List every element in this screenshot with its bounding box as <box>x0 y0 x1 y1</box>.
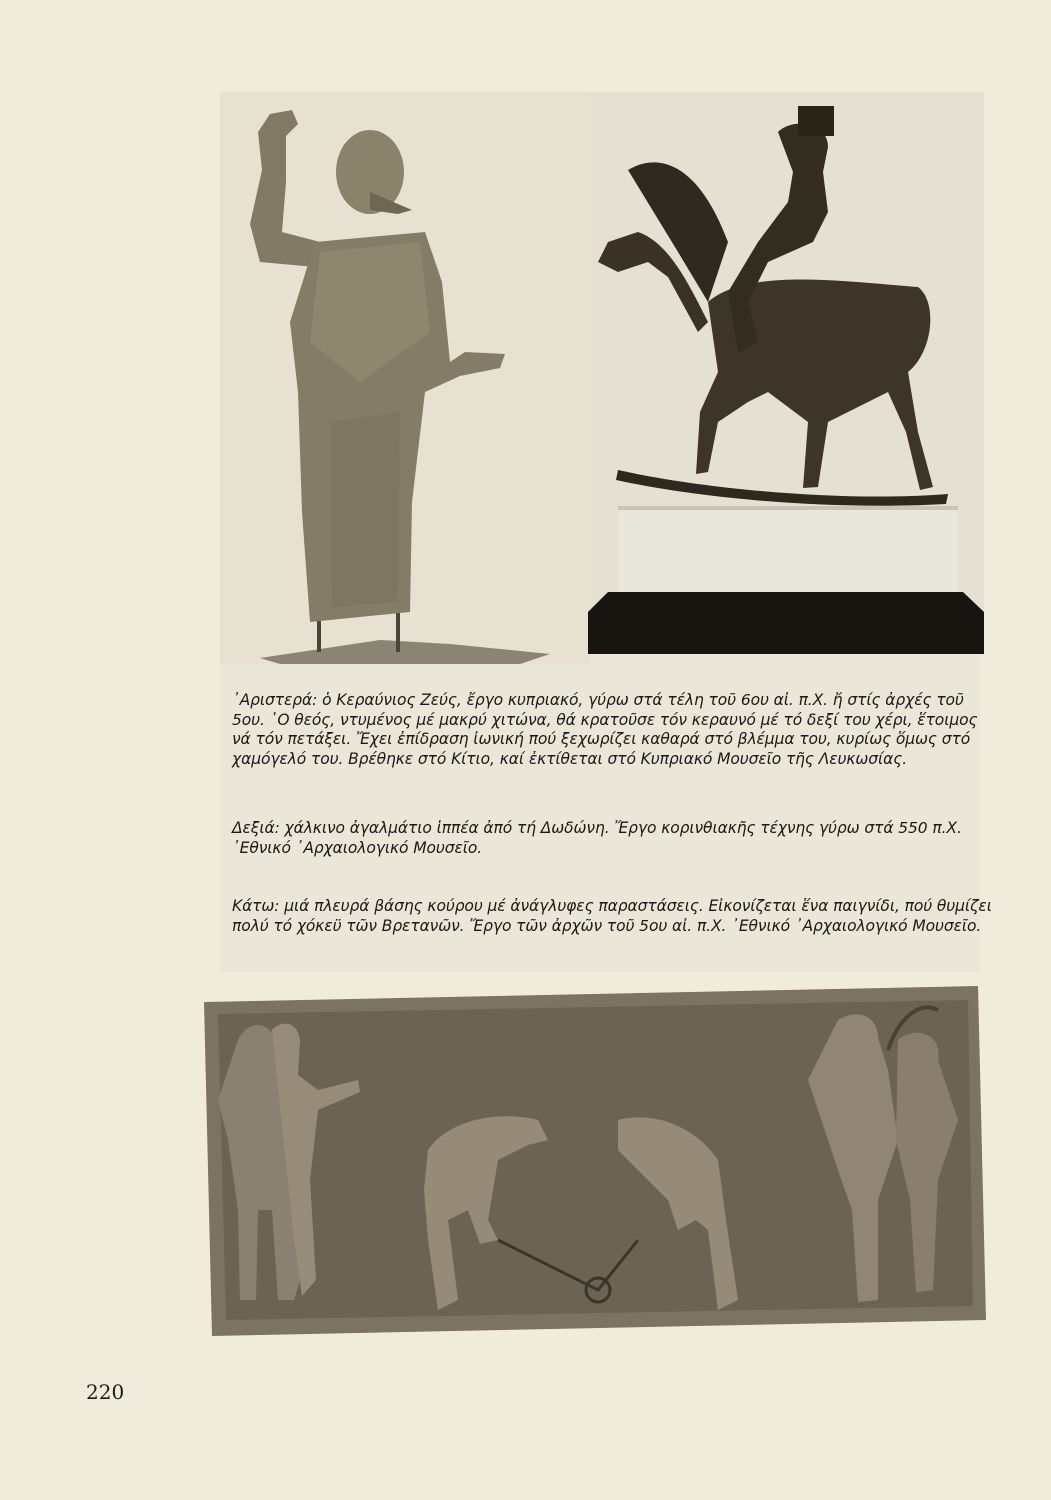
horse-rider-bronze-photo <box>588 92 984 654</box>
zeus-statue-photo <box>220 92 590 664</box>
caption-left: ᾿Αριστερά: ὁ Κεραύνιος Ζεύς, ἔργο κυπριακό, γύρω στά τέλη τοῦ 6ου αἰ. π.Χ. ἤ στίς ἀρχές τοῦ 5ου. ῾Ο θεός, ντυμένος μέ μακρύ χιτώνα, θά κρατοῦσε τόν κεραυνό μέ τό δεξί του χέρι, ἕτοιμος νά τόν πετάξει. Ἔχει ἐπίδραση ἰωνική πού ξεχωρίζει καθαρά στό βλέμμα του, κυρίως ὅμως στό χαμόγελό του. Βρέθηκε στό Κίτιο, καί ἐκτίθεται στό Κυπριακό Μουσεῖο τῆς Λευκωσίας. <box>232 691 978 768</box>
relief-stone-photo <box>198 980 986 1342</box>
caption-right: Δεξιά: χάλκινο ἀγαλμάτιο ἱππέα ἀπό τή Δωδώνη. Ἔργο κορινθιακῆς τέχνης γύρω στά 550 π.Χ. ᾿Εθνικό ᾿Αρχαιολογικό Μουσεῖο. <box>232 819 962 857</box>
caption-bottom: Κάτω: μιά πλευρά βάσης κούρου μέ ἀνάγλυφες παραστάσεις. Εἰκονίζεται ἕνα παιγνίδι, πού θυμίζει πολύ τό χόκεϋ τῶν Βρετανῶν. Ἔργο τῶν ἀρχῶν τοῦ 5ου αἰ. π.Χ. ᾿Εθνικό ᾿Αρχαιολογικό Μουσεῖο. <box>232 897 992 935</box>
page-number: 220 <box>86 1380 125 1404</box>
